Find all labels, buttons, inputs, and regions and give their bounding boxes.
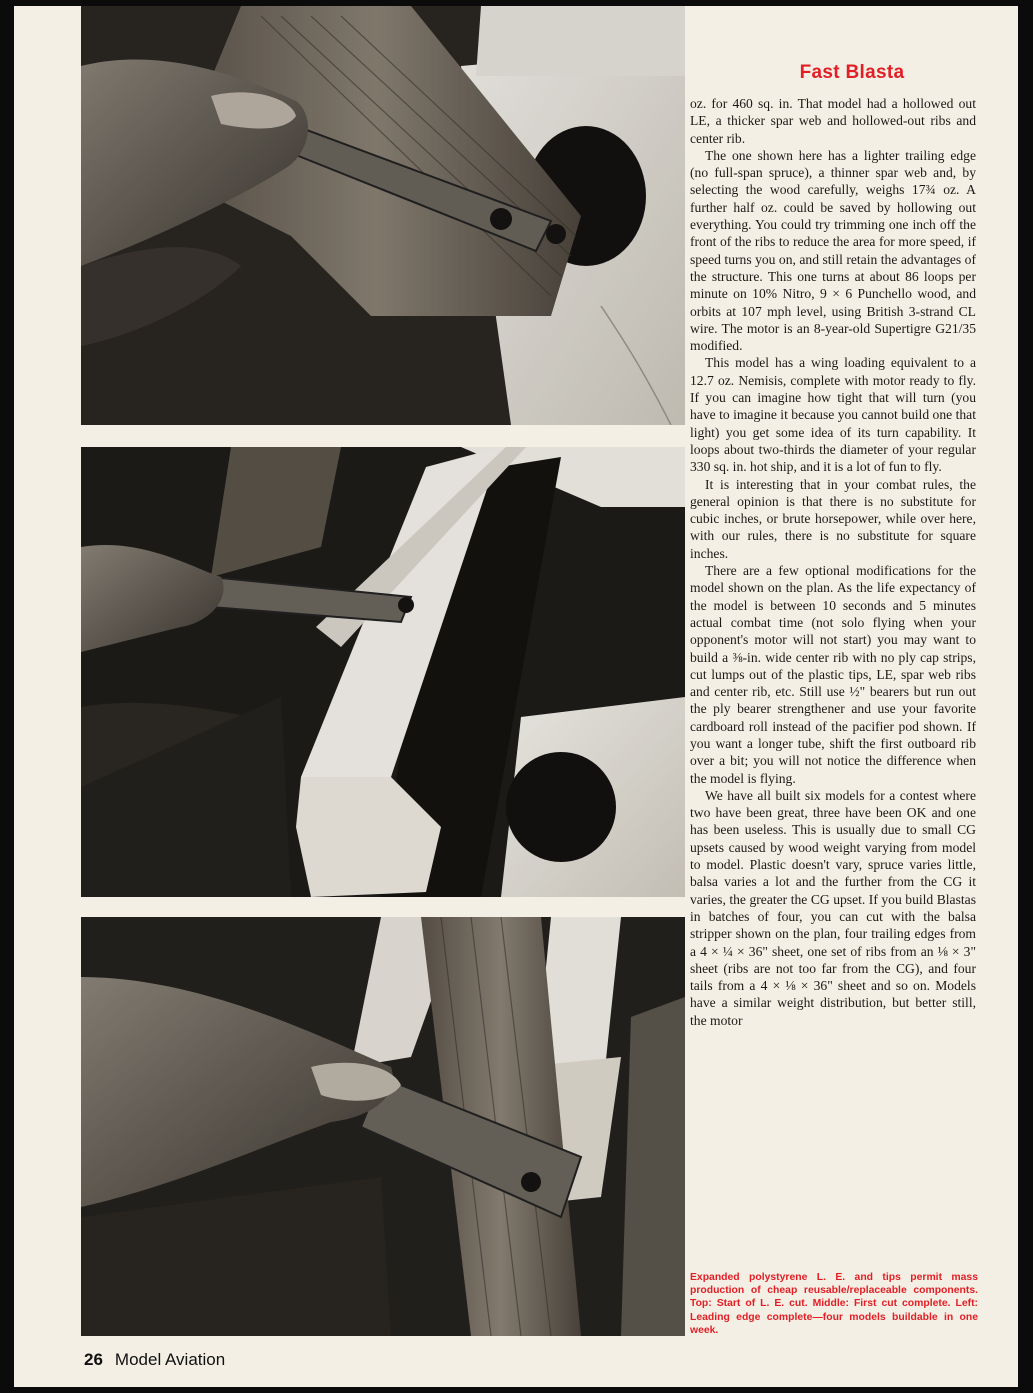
- magazine-name: Model Aviation: [114, 1350, 226, 1369]
- paragraph: We have all built six models for a contest where two have been great, three have been OK and one has been useless. This is usually due to small CG upsets caused by wood weight varying from model to model. Plastic doesn't vary, spruce varies little, balsa varies a lot and the further from the CG it varies, the greater the CG upset. If you build Blastas in batches of four, you can cut with the balsa stripper shown on the plan, four trailing edges from a 4 × ¼ × 36" sheet, one set of ribs from an ⅛ × 3" sheet (ribs are not too far from the CG), and four tails from a 4 × ⅛ × 36" sheet and so on. Models have a similar weight distribution, but better still, the motor: [690, 787, 976, 1028]
- page-footer: [84, 1350, 225, 1370]
- paragraph: oz. for 460 sq. in. That model had a hollowed out LE, a thicker spar web and hollowed-out ribs and center rib.: [690, 96, 976, 146]
- photo-first-cut-complete: [81, 447, 685, 897]
- article-body: [690, 95, 976, 1029]
- article-title: Fast Blasta: [799, 62, 905, 83]
- paragraph: The one shown here has a lighter trailing edge (no full-span spruce), a thinner spar web and, by selecting the wood carefully, weighs 17¾ oz. A further half oz. could be saved by hollowing out everything. You could try trimming one inch off the front of the ribs to reduce the area for more speed, if speed turns you on, and still retain the advantages of the structure. This one turns at about 86 loops per minute on 10% Nitro, 9 × 6 Punchello wood, and orbits at 107 mph level, using British 3-strand CL wire. The motor is an 8-year-old Supertigre G21/35 modified.: [690, 147, 976, 354]
- page-number: 26: [84, 1350, 103, 1369]
- magazine-page: [14, 6, 1018, 1387]
- photo-leading-edge-complete: [81, 917, 685, 1336]
- photo-start-of-le-cut: [81, 6, 685, 425]
- paragraph: It is interesting that in your combat rules, the general opinion is that there is no substitute for cubic inches, or brute horsepower, while over here, with our rules, there is no substitute for square inches.: [690, 476, 976, 561]
- photo-caption: Expanded polystyrene L. E. and tips permit mass production of cheap reusable/replaceable components. Top: Start of L. E. cut. Middle: First cut complete. Left: Leading edge complete—four models buildable in one week.: [690, 1272, 978, 1336]
- paragraph: There are a few optional modifications for the model shown on the plan. As the life expectancy of the model is between 10 seconds and 5 minutes actual combat time (not solo flying when your opponent's motor will not start) you may want to build a ⅜-in. wide center rib with no ply cap strips, cut lumps out of the plastic tips, LE, spar web ribs and center rib, etc. Still use ½" bearers but run out the ply bearer strengthener and use your favorite cardboard roll instead of the pacifier pod shown. If you want a longer tube, shift the first outboard rib over a bit; you will not notice the difference when the model is flying.: [690, 563, 976, 786]
- paragraph: This model has a wing loading equivalent to a 12.7 oz. Nemisis, complete with motor ready to fly. If you can imagine how tight that will turn (you have to imagine it because you cannot build one that light) you get some idea of its turn capability. It loops about two-thirds the diameter of your regular 330 sq. in. hot ship, and it is a lot of fun to fly.: [690, 355, 976, 475]
